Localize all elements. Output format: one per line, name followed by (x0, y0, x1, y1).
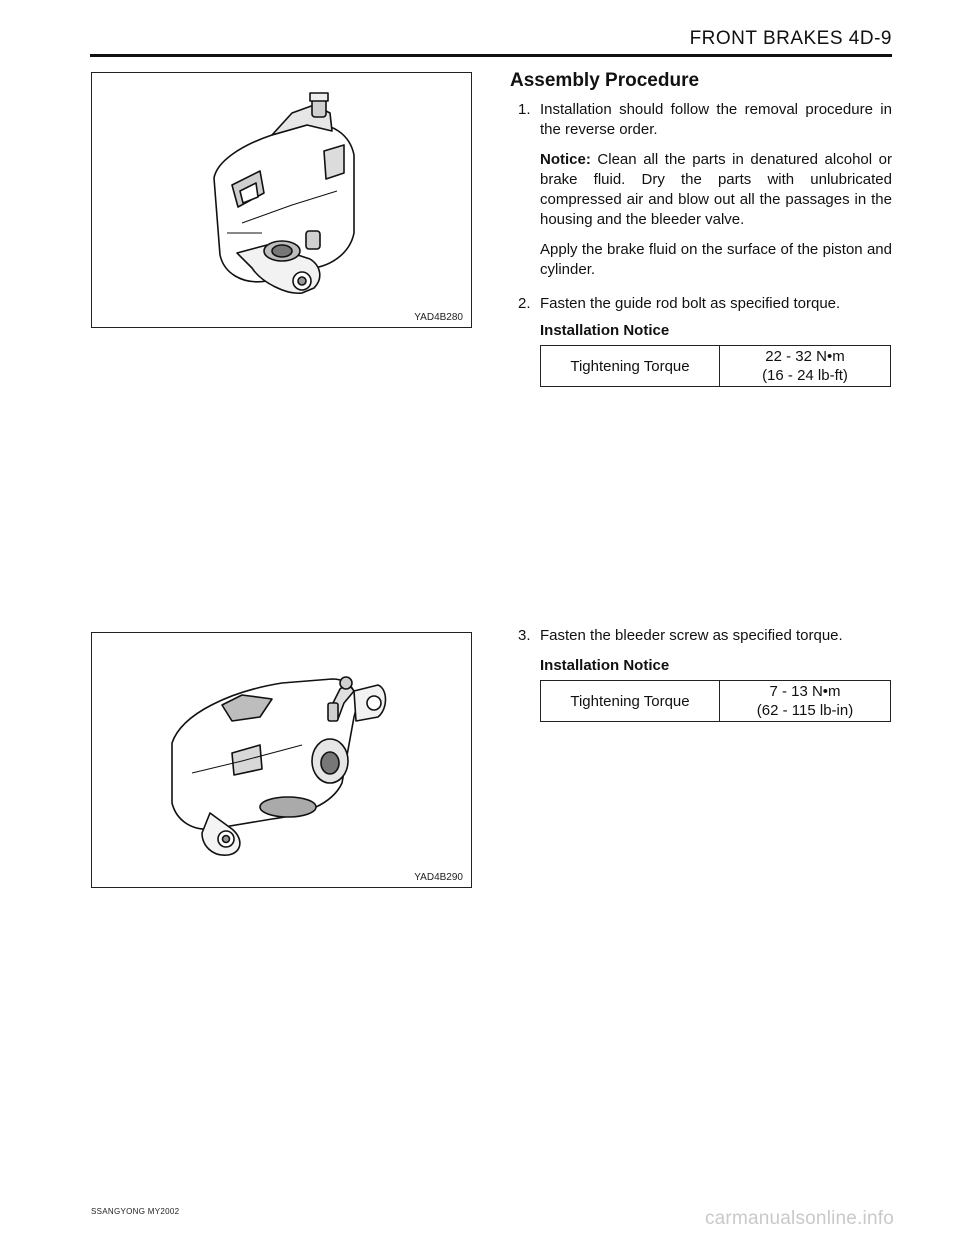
torque-metric: 7 - 13 N•m (769, 683, 841, 700)
step-1-text: Installation should follow the removal procedure in the reverse order. (540, 101, 892, 138)
figure-code: YAD4B290 (414, 872, 463, 883)
table-row (541, 681, 891, 722)
brake-caliper-assembly-illustration (92, 73, 473, 329)
assembly-procedure-section (510, 70, 892, 387)
torque-value-cell (720, 681, 891, 722)
figure-caliper-bleeder (91, 632, 472, 888)
section-title: Assembly Procedure (510, 70, 700, 91)
watermark-text: carmanualsonline.info (704, 1208, 894, 1229)
figure-code: YAD4B280 (414, 312, 463, 323)
step-number: 1. (518, 101, 531, 118)
step-2 (510, 294, 892, 387)
notice-label: Notice: (540, 151, 591, 168)
installation-notice-label: Installation Notice (540, 322, 670, 339)
step-number: 3. (518, 627, 531, 644)
step-3-text: Fasten the bleeder screw as specified torque. (540, 627, 843, 644)
step-number: 2. (518, 295, 531, 312)
installation-notice-label: Installation Notice (540, 657, 670, 674)
notice-text: Clean all the parts in denatured alcohol or brake fluid. Dry the parts with unlubricated compressed air and blow out all the passages in the housing and the bleeder valve. (540, 151, 892, 228)
torque-table-bleeder (540, 680, 891, 722)
page-header-title: FRONT BRAKES 4D-9 (689, 28, 892, 49)
torque-table-guide-rod (540, 345, 891, 387)
bleeder-step-section (510, 626, 892, 722)
step-2-text: Fasten the guide rod bolt as specified torque. (540, 295, 841, 312)
apply-fluid-text: Apply the brake fluid on the surface of the piston and cylinder. (540, 241, 892, 278)
page-footer: SSANGYONG MY2002 (91, 1207, 180, 1216)
notice-paragraph (540, 150, 892, 230)
table-row (541, 346, 891, 387)
torque-imperial: (62 - 115 lb-in) (756, 702, 854, 719)
step-3 (510, 626, 892, 722)
torque-imperial: (16 - 24 lb-ft) (762, 367, 848, 384)
torque-metric: 22 - 32 N•m (765, 348, 845, 365)
torque-label-cell: Tightening Torque (541, 346, 720, 387)
torque-value-cell (720, 346, 891, 387)
step-1 (510, 100, 892, 280)
torque-label-cell: Tightening Torque (541, 681, 720, 722)
header-rule (90, 54, 892, 57)
brake-caliper-bleeder-illustration (92, 633, 473, 889)
figure-caliper-assembly (91, 72, 472, 328)
